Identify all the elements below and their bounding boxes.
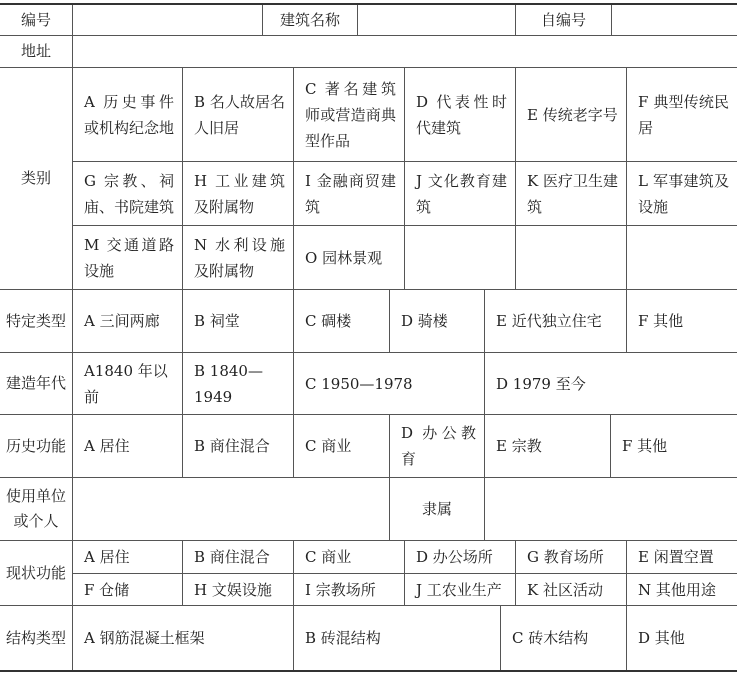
current-function-label: 现状功能 — [5, 563, 66, 582]
category-option[interactable]: H 工业建筑及附属物 — [194, 171, 285, 216]
category-option[interactable]: B 名人故居名人旧居 — [194, 92, 285, 137]
construction-era-option[interactable]: C 1950—1978 — [305, 374, 413, 393]
category-option[interactable]: L 军事建筑及设施 — [638, 171, 729, 216]
number-label: 编号 — [20, 10, 51, 29]
category-option[interactable]: K 医疗卫生建筑 — [527, 171, 618, 216]
affiliation-label: 隶属 — [421, 500, 452, 518]
category-label: 类别 — [20, 169, 51, 187]
address-label: 地址 — [20, 42, 51, 60]
construction-era-option[interactable]: A1840 年以前 — [84, 361, 168, 406]
current-function-option[interactable]: E 闲置空置 — [638, 548, 714, 566]
special-type-option[interactable]: E 近代独立住宅 — [496, 312, 602, 330]
category-option[interactable]: A 历史事件或机构纪念地 — [84, 92, 175, 137]
current-function-option[interactable]: G 教育场所 — [527, 548, 604, 566]
category-option[interactable]: G 宗教、祠庙、书院建筑 — [84, 171, 175, 216]
user-unit-label: 使用单位或个人 — [5, 487, 66, 530]
special-type-label: 特定类型 — [5, 311, 66, 330]
historical-function-label: 历史功能 — [5, 436, 66, 455]
current-function-option[interactable]: F 仓储 — [84, 580, 130, 599]
category-option[interactable]: E 传统老字号 — [527, 105, 618, 124]
bottom-border — [0, 670, 737, 672]
special-type-option[interactable]: F 其他 — [638, 312, 684, 330]
category-option[interactable]: O 园林景观 — [305, 248, 383, 267]
historical-function-option[interactable]: D 办公教育 — [401, 424, 476, 468]
construction-era-option[interactable]: D 1979 至今 — [496, 374, 586, 393]
current-function-option[interactable]: D 办公场所 — [416, 548, 493, 566]
structure-type-option[interactable]: C 砖木结构 — [512, 629, 589, 647]
current-function-option[interactable]: H 文娱设施 — [194, 580, 272, 599]
category-option[interactable]: J 文化教育建筑 — [416, 171, 507, 216]
category-option[interactable]: F 典型传统民居 — [638, 92, 729, 137]
current-function-option[interactable]: I 宗教场所 — [305, 580, 376, 599]
current-function-option[interactable]: J 工农业生产 — [416, 580, 502, 599]
building-name-field[interactable] — [358, 5, 515, 35]
historical-function-option[interactable]: C 商业 — [305, 437, 352, 455]
number-field[interactable] — [73, 5, 262, 35]
category-option[interactable]: N 水利设施及附属物 — [194, 235, 285, 280]
category-option[interactable]: D 代表性时代建筑 — [416, 92, 507, 137]
self-number-field[interactable] — [612, 5, 737, 35]
construction-era-label: 建造年代 — [5, 374, 66, 392]
user-unit-field[interactable] — [73, 478, 389, 540]
current-function-option[interactable]: C 商业 — [305, 548, 352, 566]
historical-function-option[interactable]: B 商住混合 — [194, 437, 270, 455]
historical-function-option[interactable]: F 其他 — [622, 437, 668, 455]
self-number-label: 自编号 — [540, 11, 586, 29]
current-function-option[interactable]: K 社区活动 — [527, 580, 603, 599]
category-option[interactable]: I 金融商贸建筑 — [305, 171, 396, 216]
structure-type-option[interactable]: A 钢筋混凝土框架 — [84, 629, 205, 647]
affiliation-field[interactable] — [485, 478, 737, 540]
current-function-option[interactable]: N 其他用途 — [638, 580, 716, 599]
historical-function-option[interactable]: A 居住 — [84, 437, 130, 455]
special-type-option[interactable]: C 碉楼 — [305, 312, 352, 330]
structure-type-option[interactable]: B 砖混结构 — [305, 629, 381, 647]
category-option[interactable]: M 交通道路设施 — [84, 235, 174, 280]
address-field[interactable] — [73, 36, 737, 67]
special-type-option[interactable]: B 祠堂 — [194, 312, 240, 330]
building-name-label: 建筑名称 — [279, 11, 340, 29]
current-function-option[interactable]: B 商住混合 — [194, 548, 270, 566]
special-type-option[interactable]: A 三间两廊 — [84, 312, 160, 330]
structure-type-label: 结构类型 — [5, 628, 66, 647]
construction-era-option[interactable]: B 1840—1949 — [194, 361, 263, 406]
category-option[interactable]: C 著名建筑师或营造商典型作品 — [305, 79, 396, 150]
historical-function-option[interactable]: E 宗教 — [496, 437, 542, 455]
structure-type-option[interactable]: D 其他 — [638, 629, 685, 647]
current-function-option[interactable]: A 居住 — [84, 548, 130, 566]
special-type-option[interactable]: D 骑楼 — [401, 312, 448, 330]
